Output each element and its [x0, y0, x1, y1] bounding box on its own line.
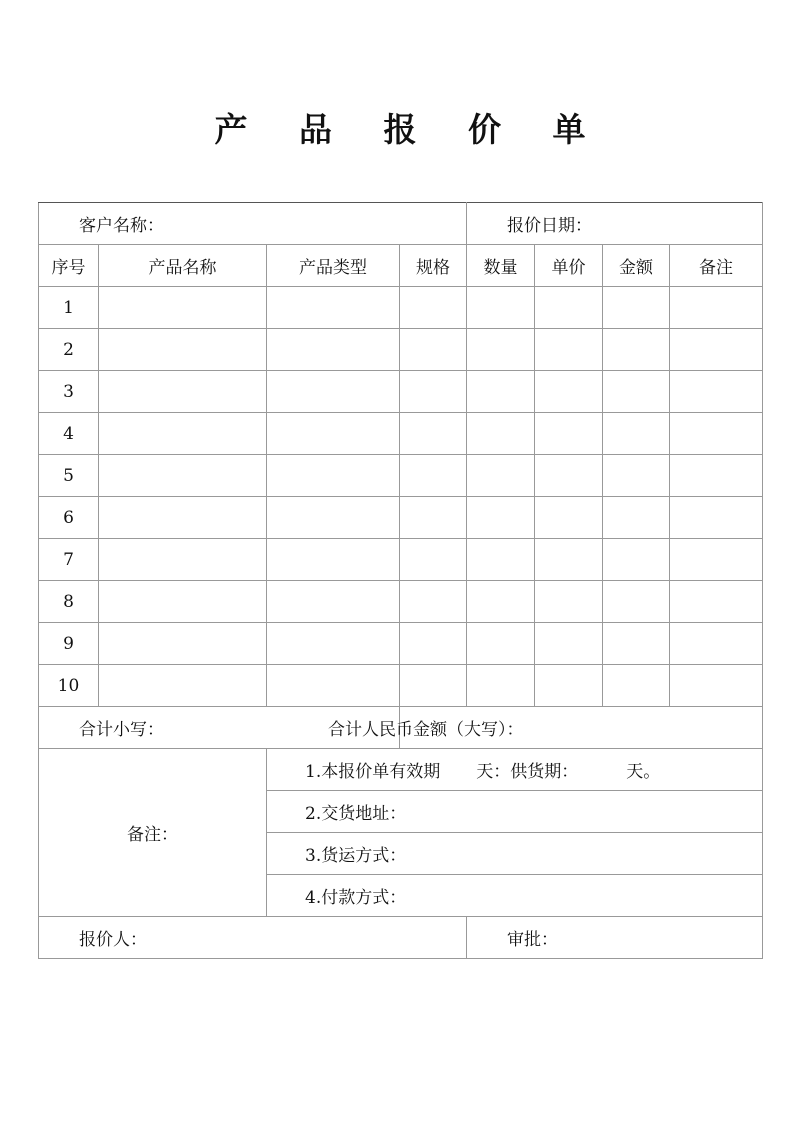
- notes-label: 备注：: [127, 825, 178, 845]
- customer-row: [39, 203, 763, 245]
- spec-cell[interactable]: [400, 497, 467, 539]
- product-type-cell[interactable]: [267, 497, 400, 539]
- quantity-cell[interactable]: [467, 287, 535, 329]
- quotation-table: [38, 202, 763, 959]
- table-row: [39, 455, 763, 497]
- product-name-cell[interactable]: [99, 287, 267, 329]
- product-type-cell[interactable]: [267, 455, 400, 497]
- note-shipping-method[interactable]: [267, 833, 763, 875]
- product-type-cell[interactable]: [267, 623, 400, 665]
- product-type-cell[interactable]: [267, 329, 400, 371]
- approver-field[interactable]: [467, 917, 763, 959]
- total-rmb-label: 合计人民币金额（大写）：: [328, 720, 524, 740]
- unit-price-cell[interactable]: [535, 623, 603, 665]
- unit-price-cell[interactable]: [535, 455, 603, 497]
- header-row: [39, 245, 763, 287]
- header-quantity: 数量: [467, 245, 535, 287]
- amount-cell[interactable]: [603, 455, 670, 497]
- product-name-cell[interactable]: [99, 455, 267, 497]
- product-type-cell[interactable]: [267, 287, 400, 329]
- customer-name-label: 客户名称：: [79, 216, 164, 236]
- remarks-cell[interactable]: [670, 581, 763, 623]
- quote-date-label: 报价日期：: [507, 216, 592, 236]
- spec-cell[interactable]: [400, 665, 467, 707]
- quantity-cell[interactable]: [467, 581, 535, 623]
- header-spec: 规格: [400, 245, 467, 287]
- spec-cell[interactable]: [400, 581, 467, 623]
- header-remarks: 备注: [670, 245, 763, 287]
- row-index: 7: [39, 539, 99, 581]
- table-row: [39, 497, 763, 539]
- notes-row-1: [39, 749, 763, 791]
- remarks-cell[interactable]: [670, 497, 763, 539]
- total-small-label: 合计小写：: [79, 720, 164, 740]
- product-name-cell[interactable]: [99, 371, 267, 413]
- spec-cell[interactable]: [400, 329, 467, 371]
- total-rmb-field[interactable]: [328, 707, 763, 749]
- row-index: 6: [39, 497, 99, 539]
- remarks-cell[interactable]: [670, 287, 763, 329]
- quantity-cell[interactable]: [467, 497, 535, 539]
- product-name-cell[interactable]: [99, 413, 267, 455]
- note-days-text: 天。: [626, 762, 661, 782]
- row-index: 2: [39, 329, 99, 371]
- header-product-name: 产品名称: [99, 245, 267, 287]
- row-index: 8: [39, 581, 99, 623]
- customer-name-field[interactable]: [39, 203, 467, 245]
- amount-cell[interactable]: [603, 581, 670, 623]
- quantity-cell[interactable]: [467, 623, 535, 665]
- product-name-cell[interactable]: [99, 623, 267, 665]
- header-index: 序号: [39, 245, 99, 287]
- remarks-cell[interactable]: [670, 371, 763, 413]
- amount-cell[interactable]: [603, 497, 670, 539]
- note-payment-method[interactable]: [267, 875, 763, 917]
- table-row: [39, 665, 763, 707]
- amount-cell[interactable]: [603, 371, 670, 413]
- table-row: [39, 287, 763, 329]
- amount-cell[interactable]: [603, 539, 670, 581]
- unit-price-cell[interactable]: [535, 497, 603, 539]
- remarks-cell[interactable]: [670, 539, 763, 581]
- quoter-field[interactable]: [39, 917, 467, 959]
- spec-cell[interactable]: [400, 623, 467, 665]
- unit-price-cell[interactable]: [535, 581, 603, 623]
- quantity-cell[interactable]: [467, 665, 535, 707]
- quantity-cell[interactable]: [467, 455, 535, 497]
- quantity-cell[interactable]: [467, 371, 535, 413]
- unit-price-cell[interactable]: [535, 665, 603, 707]
- quantity-cell[interactable]: [467, 539, 535, 581]
- product-type-cell[interactable]: [267, 581, 400, 623]
- quote-date-field[interactable]: [467, 203, 763, 245]
- row-index: 3: [39, 371, 99, 413]
- note-delivery-address-text: 2.交货地址：: [305, 804, 407, 824]
- unit-price-cell[interactable]: [535, 413, 603, 455]
- note-validity[interactable]: [267, 749, 763, 791]
- amount-cell[interactable]: [603, 413, 670, 455]
- product-name-cell[interactable]: [99, 665, 267, 707]
- note-delivery-address[interactable]: [267, 791, 763, 833]
- spec-cell[interactable]: [400, 287, 467, 329]
- product-type-cell[interactable]: [267, 665, 400, 707]
- header-product-type: 产品类型: [267, 245, 400, 287]
- row-index: 4: [39, 413, 99, 455]
- table-row: [39, 581, 763, 623]
- unit-price-cell[interactable]: [535, 287, 603, 329]
- approver-label: 审批：: [507, 930, 558, 950]
- product-name-cell[interactable]: [99, 581, 267, 623]
- amount-cell[interactable]: [603, 329, 670, 371]
- unit-price-cell[interactable]: [535, 371, 603, 413]
- note-delivery-period-text: 天：供货期：: [476, 762, 579, 782]
- signature-row: [39, 917, 763, 959]
- quantity-cell[interactable]: [467, 329, 535, 371]
- amount-cell[interactable]: [603, 287, 670, 329]
- quantity-cell[interactable]: [467, 413, 535, 455]
- row-index: 5: [39, 455, 99, 497]
- note-payment-method-text: 4.付款方式：: [305, 888, 407, 908]
- table-row: [39, 413, 763, 455]
- row-index: 9: [39, 623, 99, 665]
- product-type-cell[interactable]: [267, 539, 400, 581]
- item-rows: [39, 287, 763, 707]
- unit-price-cell[interactable]: [535, 539, 603, 581]
- header-unit-price: 单价: [535, 245, 603, 287]
- spec-cell[interactable]: [400, 455, 467, 497]
- remarks-cell[interactable]: [670, 413, 763, 455]
- remarks-cell[interactable]: [670, 455, 763, 497]
- total-row: [39, 707, 763, 749]
- table-row: [39, 371, 763, 413]
- note-shipping-method-text: 3.货运方式：: [305, 846, 407, 866]
- table-row: [39, 623, 763, 665]
- note-validity-text: 1.本报价单有效期: [305, 762, 441, 782]
- product-name-cell[interactable]: [99, 539, 267, 581]
- product-type-cell[interactable]: [267, 413, 400, 455]
- spec-cell[interactable]: [400, 371, 467, 413]
- product-name-cell[interactable]: [99, 329, 267, 371]
- unit-price-cell[interactable]: [535, 329, 603, 371]
- table-row: [39, 329, 763, 371]
- amount-cell[interactable]: [603, 665, 670, 707]
- remarks-cell[interactable]: [670, 329, 763, 371]
- remarks-cell[interactable]: [670, 665, 763, 707]
- table-row: [39, 539, 763, 581]
- spec-cell[interactable]: [400, 413, 467, 455]
- notes-label-cell: [39, 749, 267, 917]
- header-amount: 金额: [603, 245, 670, 287]
- product-type-cell[interactable]: [267, 371, 400, 413]
- spec-cell[interactable]: [400, 539, 467, 581]
- remarks-cell[interactable]: [670, 623, 763, 665]
- amount-cell[interactable]: [603, 623, 670, 665]
- row-index: 10: [39, 665, 99, 707]
- product-name-cell[interactable]: [99, 497, 267, 539]
- quoter-label: 报价人：: [79, 930, 147, 950]
- page-title: 产 品 报 价 单: [214, 110, 606, 149]
- row-index: 1: [39, 287, 99, 329]
